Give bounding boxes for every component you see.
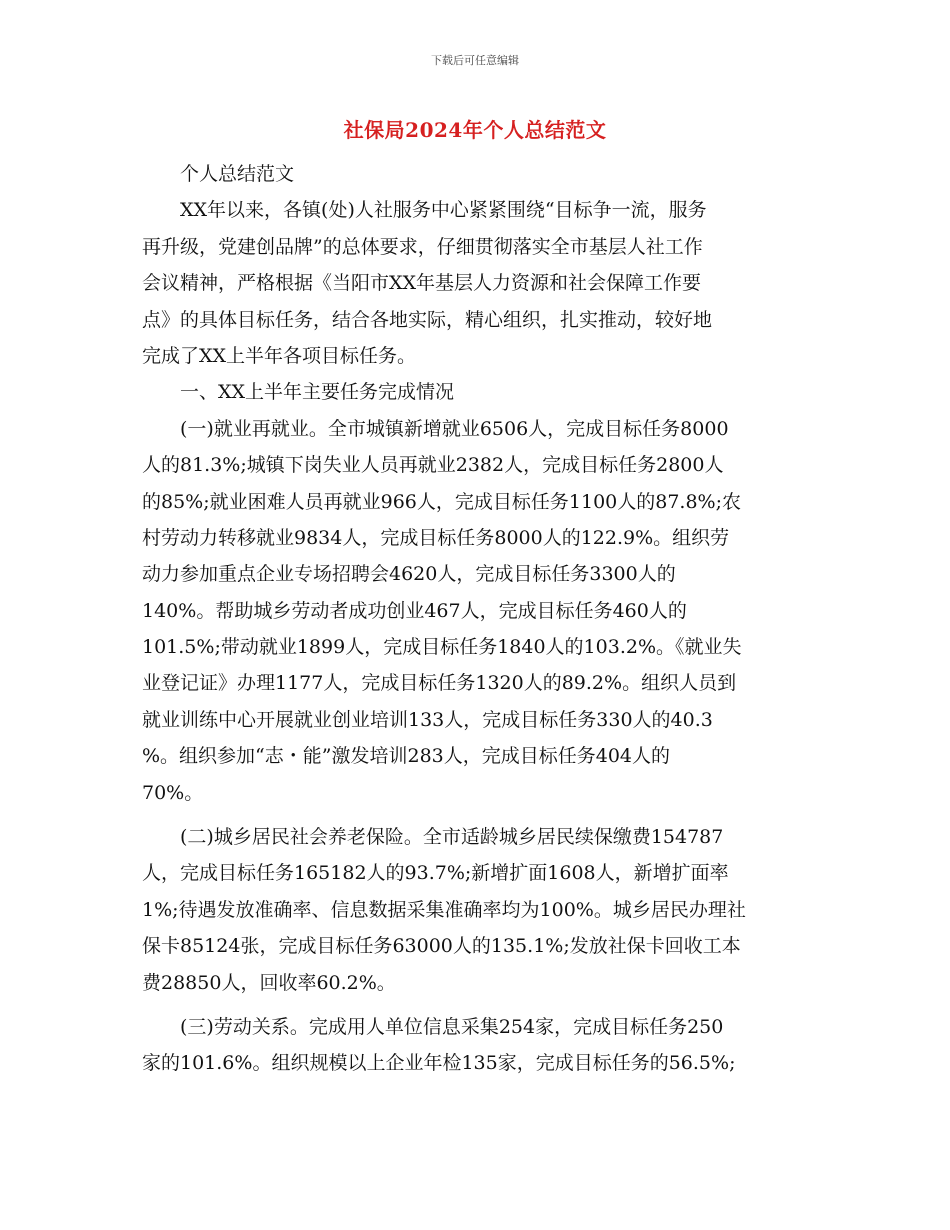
header-note: 下载后可任意编辑 (431, 54, 519, 67)
document-body (142, 156, 810, 1082)
text-line: (二)城乡居民社会养老保险。全市适龄城乡居民续保缴费154787 (142, 826, 724, 849)
text-line: 会议精神，严格根据《当阳市XX年基层人力资源和社会保障工作要 (142, 272, 702, 295)
text-line: 一、XX上半年主要任务完成情况 (142, 381, 455, 404)
text-line: 业登记证》办理1177人，完成目标任务1320人的89.2%。组织人员到 (142, 672, 737, 695)
text-line: 保卡85124张，完成目标任务63000人的135.1%;发放社保卡回收工本 (142, 935, 741, 958)
text-line: 再升级，党建创品牌”的总体要求，仔细贯彻落实全市基层人社工作 (142, 235, 703, 258)
text-line: 个人总结范文 (142, 163, 295, 185)
text-line: 点》的具体目标任务，结合各地实际，精心组织，扎实推动，较好地 (142, 308, 713, 331)
document-title: 社保局2024年个人总结范文 (343, 118, 607, 142)
text-line: 就业训练中心开展就业创业培训133人，完成目标任务330人的40.3 (142, 708, 713, 731)
text-line: 人，完成目标任务165182人的93.7%;新增扩面1608人，新增扩面率 (142, 862, 729, 885)
text-line: 费28850人，回收率60.2%。 (142, 971, 396, 994)
text-line: %。组织参加“志・能”激发培训283人，完成目标任务404人的 (142, 745, 671, 768)
paragraph-gap (142, 1001, 810, 1009)
text-line: 完成了XX上半年各项目标任务。 (142, 344, 417, 367)
text-line: 140%。帮助城乡劳动者成功创业467人，完成目标任务460人的 (142, 599, 687, 622)
text-line: 的85%;就业困难人员再就业966人，完成目标任务1100人的87.8%;农 (142, 490, 742, 513)
text-line: 动力参加重点企业专场招聘会4620人，完成目标任务3300人的 (142, 563, 676, 586)
text-line: (三)劳动关系。完成用人单位信息采集254家，完成目标任务250 (142, 1015, 724, 1038)
paragraph-gap (142, 811, 810, 819)
text-line: 1%;待遇发放准确率、信息数据采集准确率均为100%。城乡居民办理社 (142, 898, 746, 921)
text-line: XX年以来，各镇(处)人社服务中心紧紧围绕“目标争一流，服务 (142, 199, 707, 222)
text-line: 70%。 (142, 781, 204, 804)
text-line: 村劳动力转移就业9834人，完成目标任务8000人的122.9%。组织劳 (142, 526, 730, 549)
text-line: 人的81.3%;城镇下岗失业人员再就业2382人，完成目标任务2800人 (142, 454, 724, 477)
text-line: 101.5%;带动就业1899人，完成目标任务1840人的103.2%。《就业失 (142, 636, 742, 659)
text-line: 家的101.6%。组织规模以上企业年检135家，完成目标任务的56.5%; (142, 1052, 736, 1075)
text-line: (一)就业再就业。全市城镇新增就业6506人，完成目标任务8000 (142, 417, 729, 440)
